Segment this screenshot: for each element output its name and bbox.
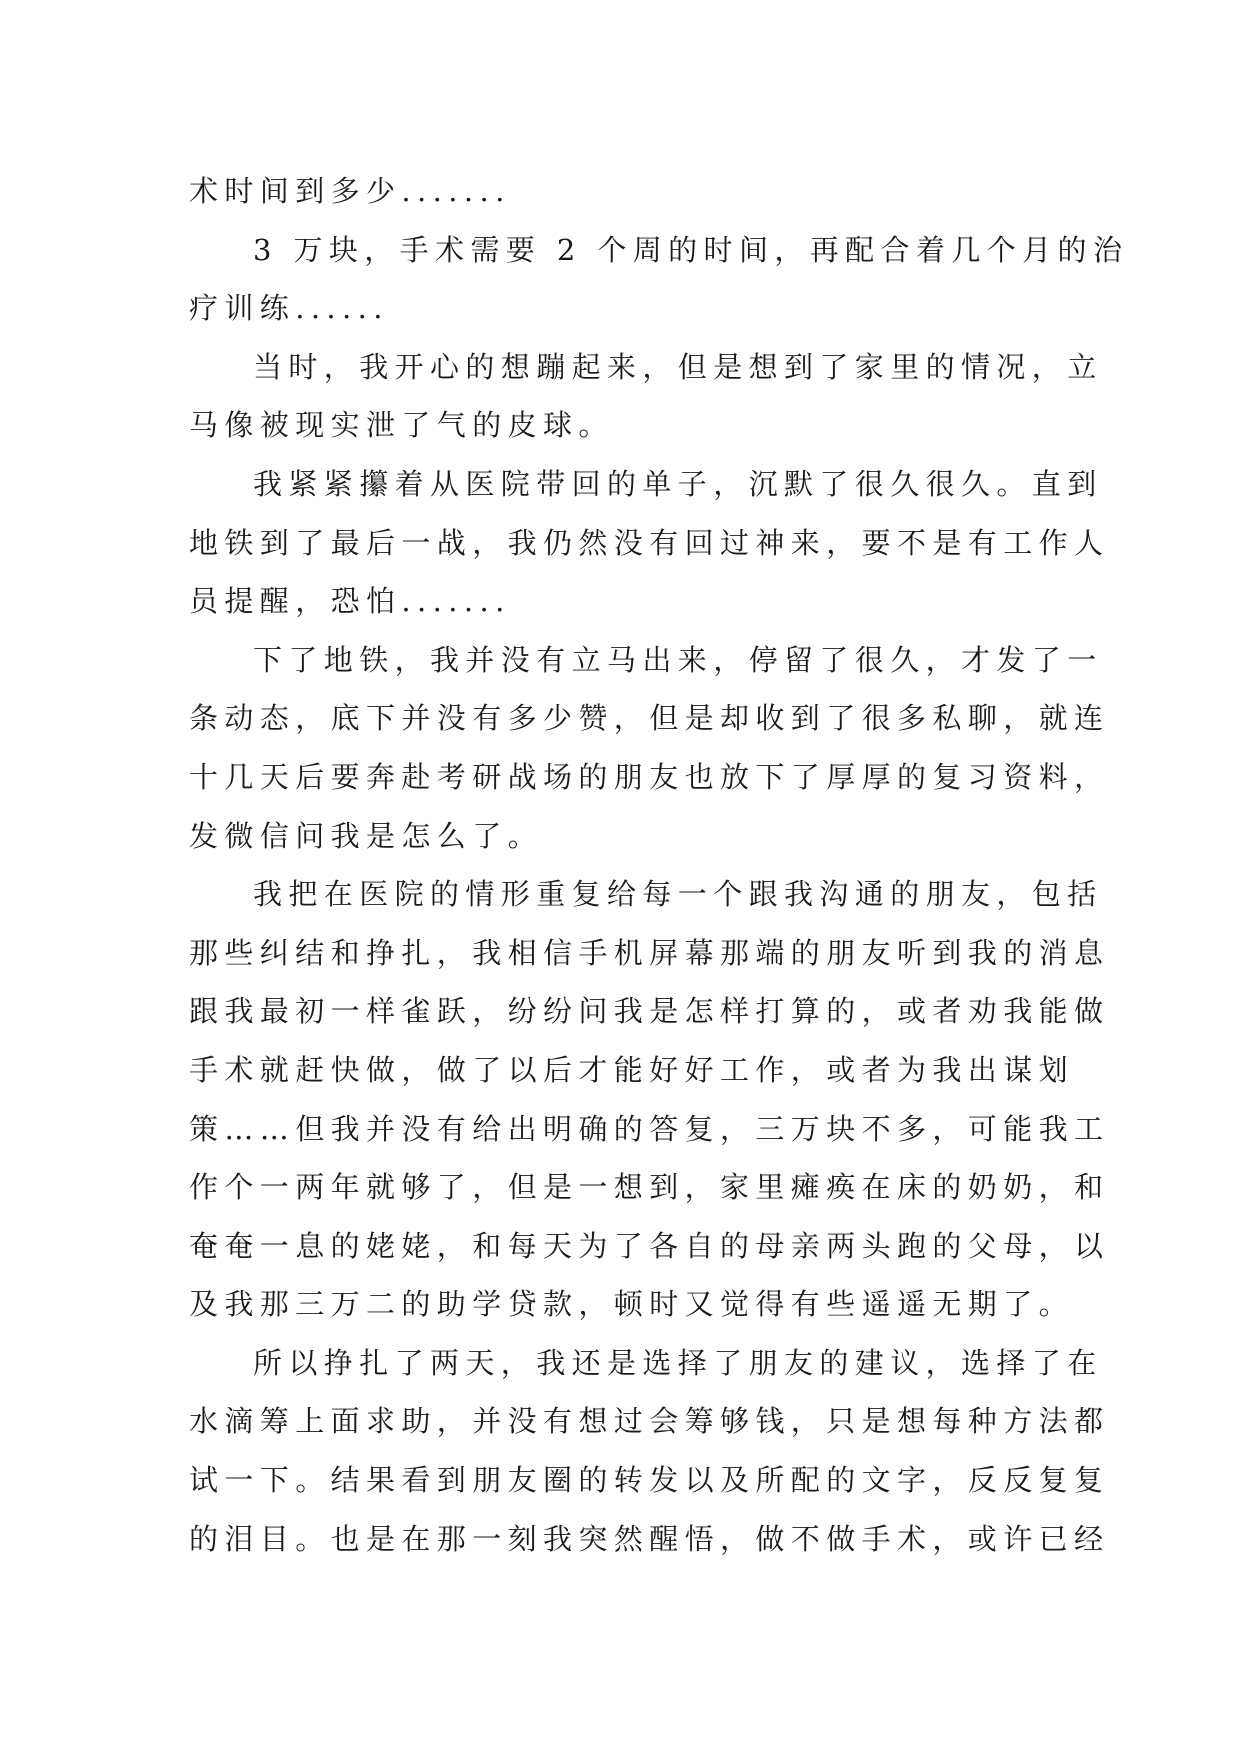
- paragraph-start-line: 所以挣扎了两天，我还是选择了朋友的建议，选择了在: [253, 1345, 1103, 1380]
- document-page: [189, 162, 1129, 1568]
- text-line: 奄奄一息的姥姥，和每天为了各自的母亲两头跑的父母，以: [189, 1228, 1110, 1263]
- text-line: 跟我最初一样雀跃，纷纷问我是怎样打算的，或者劝我能做: [189, 994, 1110, 1029]
- paragraph-start-line: 我把在医院的情形重复给每一个跟我沟通的朋友，包括: [253, 877, 1103, 912]
- paragraph-start-line: 下了地铁，我并没有立马出来，停留了很久，才发了一: [253, 642, 1103, 677]
- text-line: 发微信问我是怎么了。: [189, 818, 544, 853]
- text-line: 员提醒，恐怕.......: [189, 584, 511, 619]
- paragraph-start-line: 当时，我开心的想蹦起来，但是想到了家里的情况，立: [253, 349, 1103, 384]
- text-line: 策……但我并没有给出明确的答复，三万块不多，可能我工: [189, 1111, 1110, 1146]
- text-line: 作个一两年就够了，但是一想到，家里瘫痪在床的奶奶，和: [189, 1170, 1110, 1205]
- text-line: 马像被现实泄了气的皮球。: [189, 408, 614, 443]
- text-line: 水滴筹上面求助，并没有想过会筹够钱，只是想每种方法都: [189, 1404, 1110, 1439]
- text-line: 那些纠结和挣扎，我相信手机屏幕那端的朋友听到我的消息: [189, 935, 1110, 970]
- text-line: 手术就赶快做，做了以后才能好好工作，或者为我出谋划: [189, 1052, 1075, 1087]
- paragraph-start-line: 3 万块，手术需要 2 个周的时间，再配合着几个月的治: [253, 232, 1129, 267]
- text-line: 地铁到了最后一战，我仍然没有回过神来，要不是有工作人: [189, 525, 1110, 560]
- text-line: 的泪目。也是在那一刻我突然醒悟，做不做手术，或许已经: [189, 1521, 1110, 1556]
- text-line: 及我那三万二的助学贷款，顿时又觉得有些遥遥无期了。: [189, 1287, 1075, 1322]
- text-line: 术时间到多少.......: [189, 174, 511, 208]
- text-line: 条动态，底下并没有多少赞，但是却收到了很多私聊，就连: [189, 701, 1110, 736]
- text-line: 试一下。结果看到朋友圈的转发以及所配的文字，反反复复: [189, 1463, 1110, 1498]
- text-line: 疗训练......: [189, 291, 389, 326]
- paragraph-start-line: 我紧紧攥着从医院带回的单子，沉默了很久很久。直到: [253, 466, 1103, 501]
- text-line: 十几天后要奔赴考研战场的朋友也放下了厚厚的复习资料，: [189, 759, 1110, 794]
